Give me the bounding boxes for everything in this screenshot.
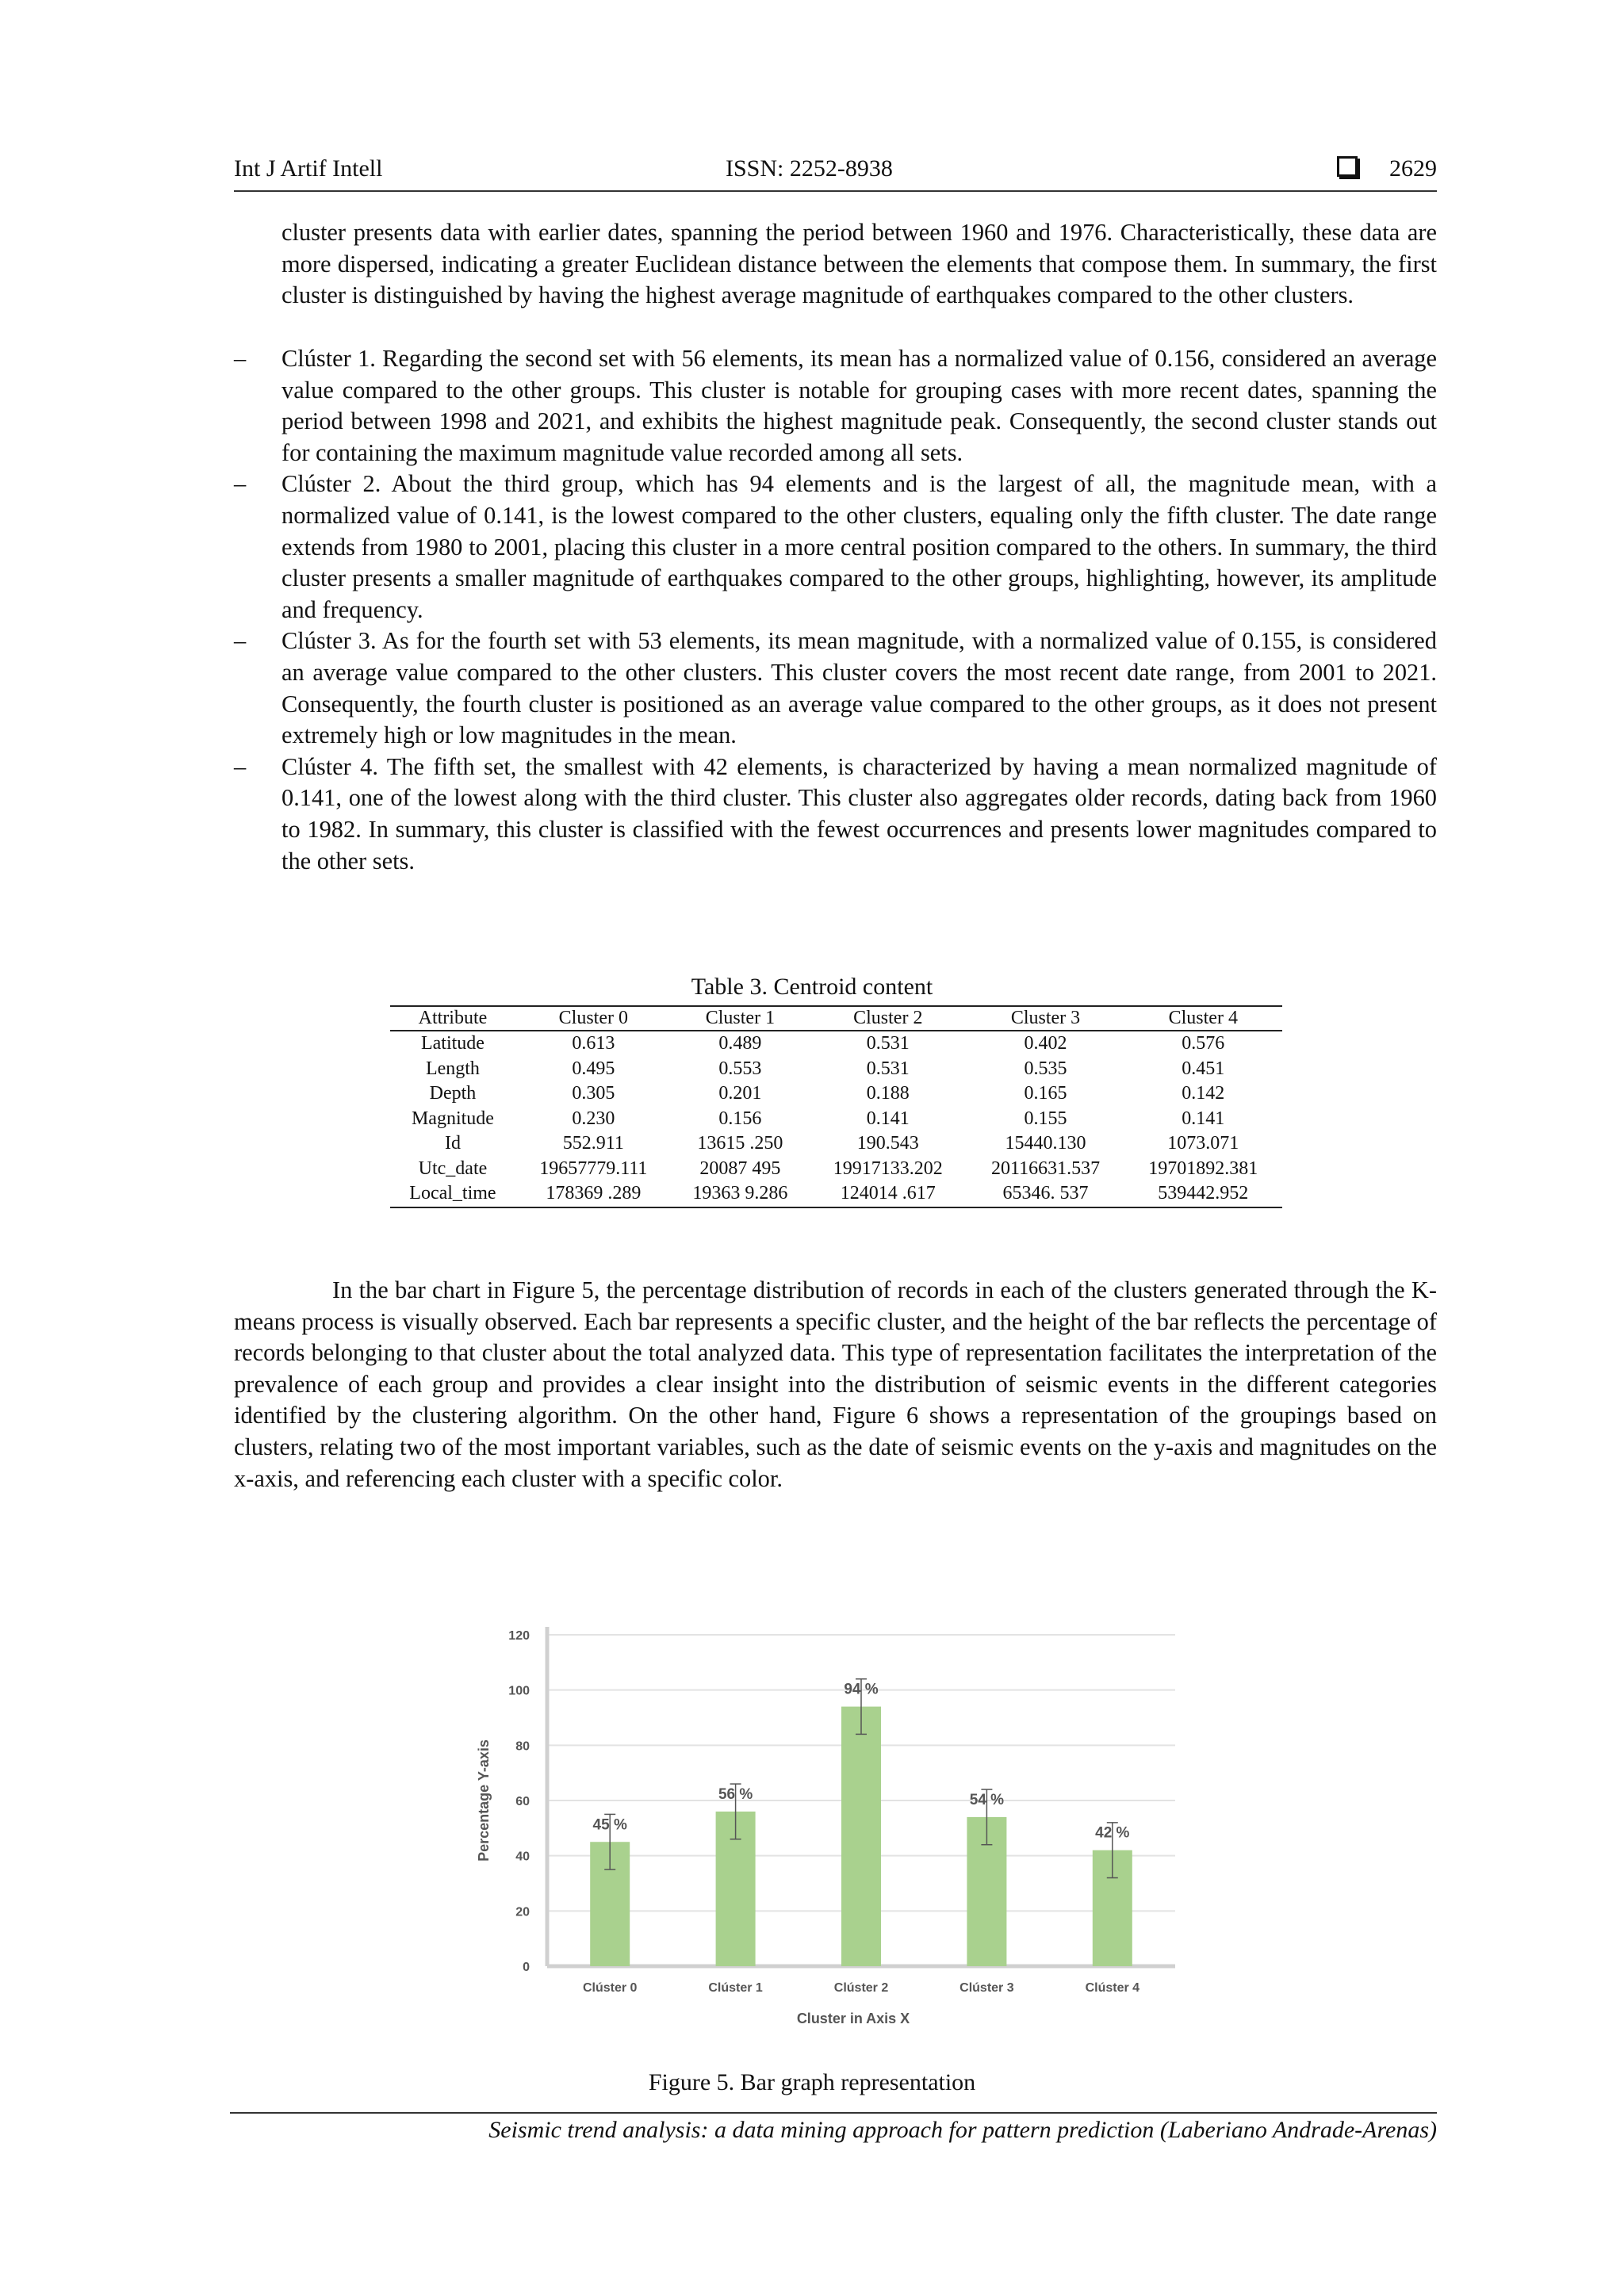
y-axis-title: Percentage Y-axis — [476, 1739, 492, 1862]
attribute-cell: Length — [425, 1058, 480, 1079]
footer-rule — [230, 2112, 1437, 2114]
body-paragraph: In the bar chart in Figure 5, the percentage distribution of records in each of the clusters generated through the K-means process is visually observed. Each bar represents a specific cluster, and the height of the bar reflects the percentage of records belonging to that cluster about the total analyzed data. This type of representation facilitates the interpretation of the prevalence of each group and provides a clear insight into the distribution of seismic events in the different categories identified by the clustering algorithm. On the other hand, Figure 6 shows a representation of the groupings based on clusters, relating two of the most important variables, such as the date of seismic events on the y-axis and magnitudes on the x-axis, and referencing each cluster with a specific color. — [234, 1276, 1437, 1492]
value-cell: 0.305 — [572, 1083, 615, 1104]
value-cell: 0.141 — [866, 1108, 910, 1129]
attribute-cell: Magnitude — [411, 1108, 494, 1129]
bullet-item — [234, 469, 1437, 626]
value-cell: 0.201 — [718, 1083, 762, 1104]
value-cell: 19701892.381 — [1148, 1158, 1258, 1179]
value-cell: 539442.952 — [1124, 1181, 1282, 1207]
y-tick-label: 0 — [523, 1961, 530, 1974]
value-cell: 20116631.537 — [990, 1158, 1101, 1179]
x-tick-label: Clúster 1 — [708, 1981, 763, 1995]
y-tick-label: 120 — [508, 1629, 530, 1643]
bullet-dash: – — [234, 752, 247, 780]
value-cell: 0.531 — [866, 1033, 910, 1054]
bullet-text: Clúster 4. The fifth set, the smallest with 42 elements, is characterized by having a mean normalized magnitude of 0.141, one of the lowest along with the third cluster. This cluster also aggregates older records, dating back from 1960 to 1982. In summary, this cluster is classified with the fewest occurrences and presents lower magnitudes compared to the other sets. — [282, 752, 1437, 874]
value-cell: 19363 9.286 — [672, 1181, 809, 1207]
header-cell: Cluster 2 — [809, 1006, 967, 1031]
issn: ISSN: 2252-8938 — [726, 155, 893, 182]
x-axis-title: Cluster in Axis X — [796, 2011, 910, 2026]
cluster-bullet-list — [234, 343, 1437, 877]
bullet-item — [234, 752, 1437, 877]
value-cell: 0.402 — [1024, 1033, 1067, 1054]
bullet-dash: – — [234, 470, 247, 498]
value-cell: 13615 .250 — [697, 1133, 783, 1154]
table-row — [390, 1157, 1282, 1182]
attribute-cell: Latitude — [420, 1033, 485, 1054]
value-cell: 0.141 — [1182, 1108, 1225, 1129]
figure-caption: Figure 5. Bar graph representation — [648, 2069, 976, 2095]
bar-chart-svg — [460, 1598, 1189, 2042]
value-cell: 178369 .289 — [515, 1181, 672, 1207]
value-cell: 0.535 — [1024, 1058, 1067, 1079]
x-tick-label: Clúster 2 — [833, 1981, 889, 1995]
value-cell: 0.165 — [1024, 1083, 1067, 1104]
data-label: 54 % — [969, 1791, 1005, 1808]
data-label: 45 % — [592, 1816, 627, 1834]
value-cell: 0.188 — [866, 1083, 910, 1104]
bullet-dash: – — [234, 345, 247, 372]
value-cell: 1073.071 — [1167, 1133, 1239, 1154]
data-label: 56 % — [718, 1785, 753, 1803]
value-cell: 0.613 — [572, 1033, 615, 1054]
y-tick-label: 100 — [508, 1684, 530, 1698]
value-cell: 0.576 — [1182, 1033, 1225, 1054]
y-tick-label: 20 — [515, 1905, 530, 1919]
table-body — [390, 1031, 1282, 1207]
centroid-table — [390, 1005, 1282, 1208]
bullet-text: Clúster 1. Regarding the second set with 56 elements, its mean has a normalized value of 0.156, considered an average value compared to the other groups. This cluster is notable for grouping cases with more recent dates, spanning the period between 1998 and 2021, and exhibits the highest magnitude peak. Consequently, the second cluster stands out for containing the maximum magnitude value recorded among all sets. — [282, 345, 1437, 466]
table-row — [390, 1107, 1282, 1132]
value-cell: 0.155 — [1024, 1108, 1067, 1129]
header-cell: Cluster 0 — [515, 1006, 672, 1031]
square-box-icon — [1337, 156, 1358, 177]
y-tick-label: 40 — [515, 1850, 530, 1864]
value-cell: 0.553 — [718, 1058, 762, 1079]
y-tick-label: 60 — [515, 1795, 530, 1808]
page-number: 2629 — [1389, 155, 1437, 182]
running-header — [234, 155, 1437, 192]
value-cell: 0.495 — [572, 1058, 615, 1079]
attribute-cell: Depth — [429, 1083, 477, 1104]
table-header-row — [390, 1006, 1282, 1031]
header-cell: Attribute — [390, 1006, 515, 1031]
data-label: 42 % — [1095, 1824, 1130, 1842]
table-row — [390, 1131, 1282, 1157]
figure-5-bar-chart — [460, 1598, 1189, 2042]
x-tick-label: Clúster 0 — [582, 1981, 638, 1995]
value-cell: 19917133.202 — [833, 1158, 943, 1179]
bullet-text: Clúster 2. About the third group, which has 94 elements and is the largest of all, the magnitude mean, with a normalized value of 0.141, is the lowest compared to the other clusters, equaling only the fifth cluster. The date range extends from 1980 to 2001, placing this cluster in a more central position compared to the others. In summary, the third cluster presents a smaller magnitude of earthquakes compared to the other groups, highlighting, however, its amplitude and frequency. — [282, 470, 1437, 623]
attribute-cell: Utc_date — [418, 1158, 488, 1179]
attribute-cell: Id — [444, 1133, 461, 1154]
x-tick-label: Clúster 4 — [1085, 1981, 1140, 1995]
bullet-item — [234, 343, 1437, 469]
table-row — [390, 1081, 1282, 1107]
value-cell: 0.230 — [572, 1108, 615, 1129]
value-cell: 0.531 — [866, 1058, 910, 1079]
value-cell: 15440.130 — [1005, 1133, 1086, 1154]
value-cell: 190.543 — [856, 1133, 919, 1154]
value-cell: 19657779.111 — [539, 1158, 648, 1179]
attribute-cell: Local_time — [390, 1181, 515, 1207]
bullet-dash: – — [234, 627, 247, 655]
value-cell: 65346. 537 — [967, 1181, 1124, 1207]
header-cell: Cluster 1 — [672, 1006, 809, 1031]
value-cell: 0.451 — [1182, 1058, 1225, 1079]
bar-2 — [841, 1707, 881, 1966]
header-cell: Cluster 3 — [967, 1006, 1124, 1031]
value-cell: 20087 495 — [699, 1158, 781, 1179]
value-cell: 0.142 — [1182, 1083, 1225, 1104]
running-footer: Seismic trend analysis: a data mining approach for pattern prediction (Laberiano Andrade-Arenas) — [488, 2117, 1437, 2143]
value-cell: 0.156 — [718, 1108, 762, 1129]
value-cell: 0.489 — [718, 1033, 762, 1054]
value-cell: 124014 .617 — [809, 1181, 967, 1207]
header-cell: Cluster 4 — [1124, 1006, 1282, 1031]
journal-name: Int J Artif Intell — [234, 155, 383, 182]
bullet-item — [234, 626, 1437, 751]
x-tick-label: Clúster 3 — [959, 1981, 1014, 1995]
page-number-group — [1337, 155, 1437, 182]
value-cell: 552.911 — [562, 1133, 624, 1154]
bullet-text: Clúster 3. As for the fourth set with 53 elements, its mean magnitude, with a normalized value of 0.155, is considered an average value compared to the other clusters. This cluster covers the most recent date range, from 2001 to 2021. Consequently, the fourth cluster is positioned as an average value compared to the other groups, as it does not present extremely high or low magnitudes in the mean. — [282, 627, 1437, 749]
y-tick-label: 80 — [515, 1739, 530, 1754]
table-caption: Table 3. Centroid content — [691, 974, 933, 1000]
data-label: 94 % — [844, 1681, 879, 1698]
intro-paragraph: cluster presents data with earlier dates, spanning the period between 1960 and 1976. Characteristically, these data are more dispersed, indicating a greater Euclidean distance between the elements that compose them. In summary, the first cluster is distinguished by having the highest average magnitude of earthquakes compared to the other clusters. — [282, 219, 1437, 309]
table-row — [390, 1181, 1282, 1207]
table-row — [390, 1031, 1282, 1057]
table-row — [390, 1057, 1282, 1082]
